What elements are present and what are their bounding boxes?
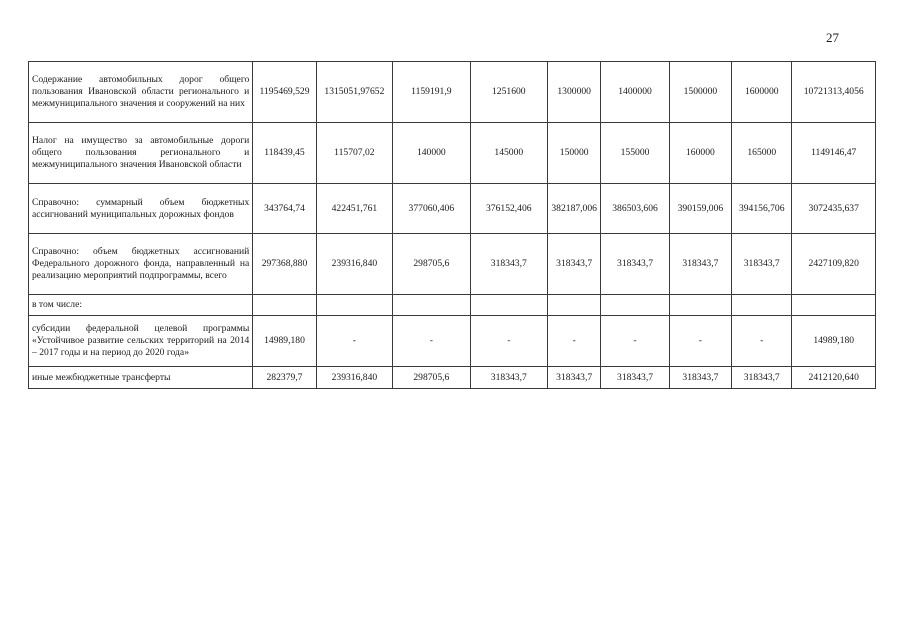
table-cell: 394156,706 — [732, 184, 792, 234]
table-cell: 318343,7 — [470, 234, 547, 295]
table-cell: 422451,761 — [316, 184, 392, 234]
table-cell: 1315051,97652 — [316, 62, 392, 123]
table-cell — [548, 295, 601, 316]
table-cell: 1400000 — [601, 62, 669, 123]
table-cell: 14989,180 — [253, 316, 316, 367]
row-label: иные межбюджетные трансферты — [29, 367, 253, 389]
table-cell: 1600000 — [732, 62, 792, 123]
table-cell: 318343,7 — [732, 367, 792, 389]
table-row — [29, 123, 876, 184]
table-cell: - — [548, 316, 601, 367]
table-cell: 1195469,529 — [253, 62, 316, 123]
table-cell: 318343,7 — [669, 367, 731, 389]
table-cell: - — [393, 316, 470, 367]
table-cell: 343764,74 — [253, 184, 316, 234]
table-cell: 318343,7 — [669, 234, 731, 295]
table-cell: 318343,7 — [732, 234, 792, 295]
table-cell: 1159191,9 — [393, 62, 470, 123]
table-cell: 382187,006 — [548, 184, 601, 234]
table-cell: 165000 — [732, 123, 792, 184]
table-row — [29, 184, 876, 234]
table-row — [29, 295, 876, 316]
table-cell-total: 14989,180 — [792, 316, 876, 367]
table-cell: 1500000 — [669, 62, 731, 123]
table-cell — [732, 295, 792, 316]
table-row — [29, 62, 876, 123]
table-cell-total: 2427109,820 — [792, 234, 876, 295]
table-row — [29, 316, 876, 367]
table-cell: 140000 — [393, 123, 470, 184]
table-cell: 390159,006 — [669, 184, 731, 234]
table-cell: 298705,6 — [393, 234, 470, 295]
table-cell: 160000 — [669, 123, 731, 184]
table-cell: 115707,02 — [316, 123, 392, 184]
table-cell — [601, 295, 669, 316]
row-label: Налог на имущество за автомобильные дороги общего пользования регионального и межмуниципального значения Ивановской области — [29, 123, 253, 184]
table-cell — [470, 295, 547, 316]
row-label: субсидии федеральной целевой программы «Устойчивое развитие сельских территорий на 2014 – 2017 годы и на период до 2020 года» — [29, 316, 253, 367]
table-cell: 318343,7 — [601, 367, 669, 389]
table-cell: 318343,7 — [548, 367, 601, 389]
table-cell: - — [470, 316, 547, 367]
table-cell: 377060,406 — [393, 184, 470, 234]
table-cell: - — [601, 316, 669, 367]
table-cell — [669, 295, 731, 316]
row-label: в том числе: — [29, 295, 253, 316]
table-cell-total: 3072435,637 — [792, 184, 876, 234]
table-cell-total: 10721313,4056 — [792, 62, 876, 123]
table-row — [29, 234, 876, 295]
table-cell: 118439,45 — [253, 123, 316, 184]
table-cell: 1300000 — [548, 62, 601, 123]
table-cell: 376152,406 — [470, 184, 547, 234]
table-cell: 318343,7 — [548, 234, 601, 295]
table-cell-total: 2412120,640 — [792, 367, 876, 389]
table-cell-total — [792, 295, 876, 316]
table-cell — [393, 295, 470, 316]
table-cell — [316, 295, 392, 316]
table-cell: 1251600 — [470, 62, 547, 123]
table-cell-total: 1149146,47 — [792, 123, 876, 184]
row-label: Справочно: объем бюджетных ассигнований Федерального дорожного фонда, направленный на реализацию мероприятий подпрограммы, всего — [29, 234, 253, 295]
table-cell: 318343,7 — [601, 234, 669, 295]
table-cell: 239316,840 — [316, 367, 392, 389]
table-cell: - — [732, 316, 792, 367]
table-row — [29, 367, 876, 389]
table-cell: - — [669, 316, 731, 367]
page-number: 27 — [826, 30, 839, 45]
row-label: Справочно: суммарный объем бюджетных ассигнований муниципальных дорожных фондов — [29, 184, 253, 234]
table-cell: 145000 — [470, 123, 547, 184]
table-cell: 297368,880 — [253, 234, 316, 295]
row-label: Содержание автомобильных дорог общего пользования Ивановской области регионального и межмуниципального значения и сооружений на них — [29, 62, 253, 123]
budget-table — [28, 61, 876, 389]
table-cell: - — [316, 316, 392, 367]
table-cell: 239316,840 — [316, 234, 392, 295]
table-cell: 386503,606 — [601, 184, 669, 234]
table-cell: 155000 — [601, 123, 669, 184]
table-cell: 282379,7 — [253, 367, 316, 389]
table-cell: 318343,7 — [470, 367, 547, 389]
table-cell: 298705,6 — [393, 367, 470, 389]
table-cell — [253, 295, 316, 316]
table-cell: 150000 — [548, 123, 601, 184]
